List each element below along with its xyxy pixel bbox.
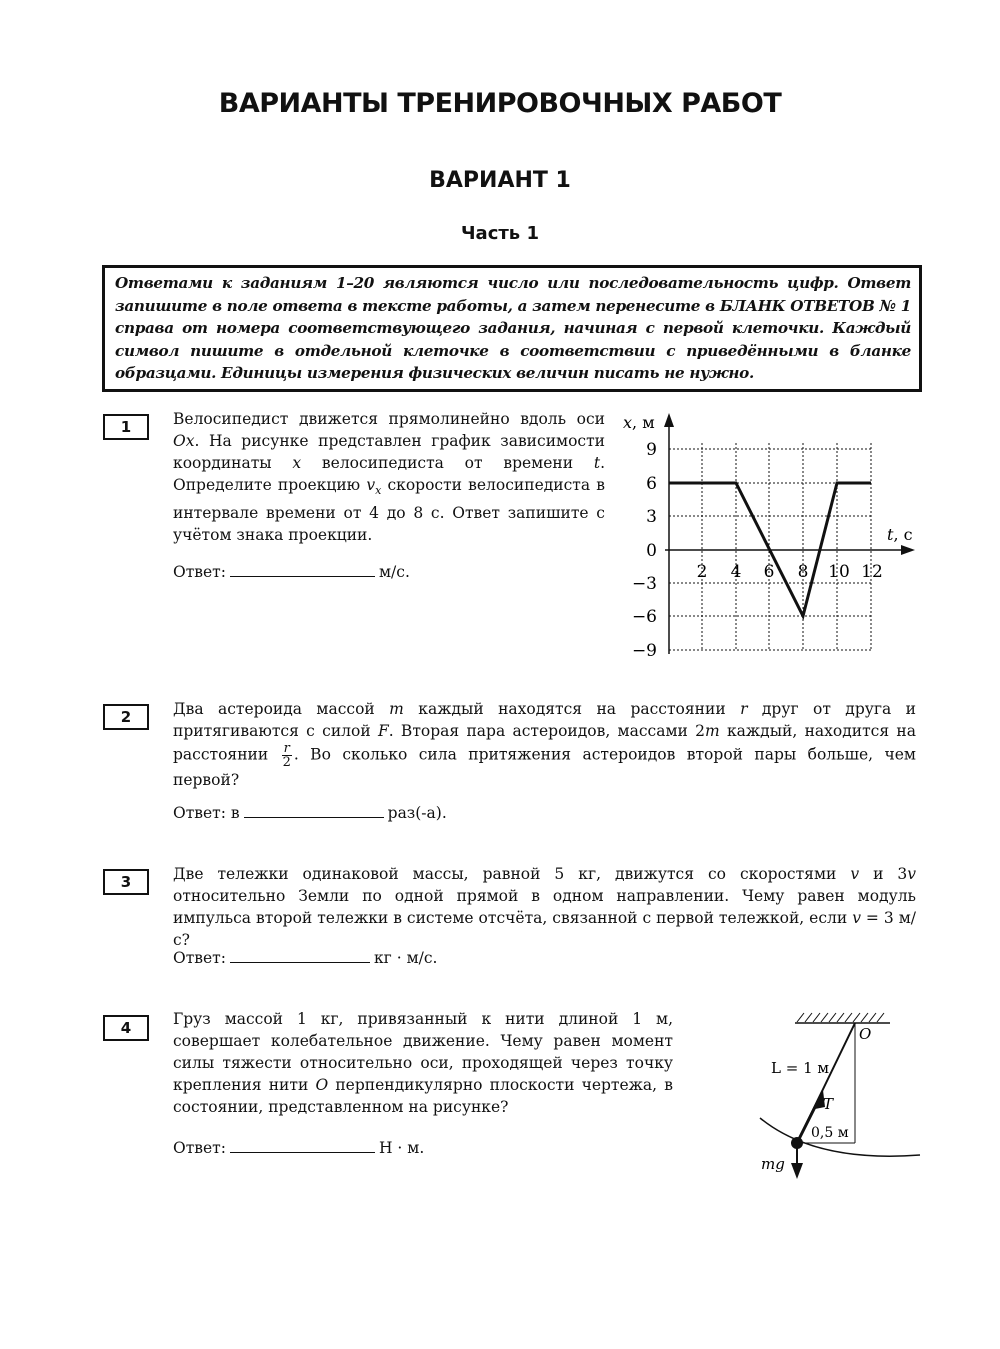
part-title: Часть 1 [461, 223, 539, 244]
svg-text:−9: −9 [631, 641, 657, 660]
chart-grid [669, 443, 871, 650]
answer-label: Ответ: [173, 949, 226, 967]
text-fragment: друг от друга и притягиваются с силой [173, 700, 916, 740]
svg-text:4: 4 [730, 562, 742, 582]
chart-axes [665, 422, 905, 654]
svg-text:0: 0 [646, 541, 657, 561]
text-fragment: . На рисунке представлен график зависимости координаты [173, 432, 605, 472]
question-4-answer [173, 1138, 424, 1157]
text-fragment: велосипедиста от времени [301, 454, 594, 472]
answer-unit: Н · м. [378, 1139, 425, 1157]
var-m: m [704, 722, 720, 740]
question-number-1: 1 [103, 414, 149, 440]
svg-text:−3: −3 [631, 574, 657, 594]
text-fragment: перпендикулярно плоскости чертежа, в состоянии, представленном на рисунке? [173, 1076, 673, 1116]
gravity-label: mg [761, 1155, 785, 1173]
text-fragment: относительно Земли по одной прямой в одном направлении. Чему равен модуль импульса второй тележки в системе отсчёта, связанной с первой тележкой, если [173, 887, 916, 927]
var-subscript-x: x [375, 484, 382, 498]
var-t: t [593, 454, 601, 472]
question-2-answer [173, 803, 447, 822]
pendulum-diagram [745, 1003, 930, 1183]
text-fragment: Велосипедист движется прямолинейно вдоль оси [173, 410, 605, 428]
instructions-box: Ответами к заданиям 1–20 являются число или последовательность цифр. Ответ запишите в поле ответа в тексте работы, а затем перенесите в БЛАНК ОТВЕТОВ № 1 справа от номера соответствующего задания, начиная с первой клеточки. Каждый символ пишите в отдельной клеточке в соответствии с приведёнными в бланке образцами. Единицы измерения физических величин писать не нужно. [102, 265, 922, 392]
fraction-r-over-2 [282, 742, 292, 769]
svg-text:12: 12 [861, 562, 883, 582]
y-tick-labels [632, 440, 657, 660]
var-ox: Ox [173, 432, 195, 450]
fraction-numerator: r [283, 741, 290, 756]
question-2-text [173, 698, 916, 791]
length-label: L = 1 м [771, 1059, 830, 1077]
offset-label: 0,5 м [811, 1125, 849, 1141]
text-fragment: каждый, находится на расстоянии [173, 722, 916, 764]
question-4-text [173, 1008, 673, 1118]
y-axis-label: x, м [623, 413, 655, 432]
answer-unit: раз(-а). [387, 804, 447, 822]
var-v: v [907, 865, 917, 883]
fraction-denominator: 2 [282, 755, 291, 770]
answer-label: Ответ: в [173, 804, 240, 822]
question-number-3: 3 [103, 869, 149, 895]
svg-text:2: 2 [696, 562, 708, 582]
answer-field-3[interactable] [230, 948, 370, 963]
text-fragment: . Во сколько сила притяжения астероидов второй пары больше, чем первой? [173, 745, 916, 789]
page-title: ВАРИАНТЫ ТРЕНИРОВОЧНЫХ РАБОТ [218, 88, 782, 119]
ceiling-hatch-icon [795, 1013, 890, 1023]
question-3-answer [173, 948, 437, 967]
svg-text:9: 9 [646, 440, 657, 460]
answer-field-2[interactable] [244, 803, 384, 818]
answer-unit: м/с. [378, 563, 410, 581]
text-fragment: . Вторая пара астероидов, массами 2 [388, 722, 705, 740]
question-1-text [173, 408, 605, 546]
question-1-answer [173, 562, 410, 581]
x-axis-label: t, с [887, 525, 913, 544]
pivot-label: O [859, 1025, 872, 1043]
text-fragment: и 3 [859, 865, 908, 883]
gravity-arrow-icon [791, 1163, 803, 1179]
text-fragment: = 3 м/с? [173, 909, 916, 949]
answer-field-4[interactable] [230, 1138, 375, 1153]
var-v: v [850, 865, 860, 883]
answer-field-1[interactable] [230, 562, 375, 577]
svg-text:3: 3 [646, 507, 657, 527]
question-number-2: 2 [103, 704, 149, 730]
var-v: v [852, 909, 861, 927]
text-fragment: Два астероида массой [173, 700, 390, 718]
text-fragment: Груз массой 1 кг, привязанный к нити длиной 1 м, совершает колебательное движение. Чему равен момент силы тяжести относительно оси, проходящей через точку крепления нити [173, 1010, 673, 1094]
var-m: m [389, 700, 404, 718]
question-3-text [173, 863, 916, 951]
answer-unit: кг · м/с. [373, 949, 438, 967]
svg-text:6: 6 [646, 474, 657, 494]
x-tick-labels [697, 562, 883, 582]
answer-label: Ответ: [173, 563, 226, 581]
text-fragment: . Определите проекцию [173, 454, 605, 494]
svg-text:8: 8 [797, 562, 809, 582]
text-fragment: скорости велосипедиста в интервале времени от 4 до 8 с. Ответ запишите с учётом знака проекции. [173, 476, 605, 545]
var-f: F [377, 722, 389, 740]
position-time-chart [615, 410, 925, 660]
var-x: x [292, 454, 302, 472]
svg-text:6: 6 [763, 562, 775, 582]
text-fragment: Две тележки одинаковой массы, равной 5 кг, движутся со скоростями [173, 865, 851, 883]
question-number-4: 4 [103, 1015, 149, 1041]
svg-text:−6: −6 [631, 607, 657, 627]
answer-label: Ответ: [173, 1139, 226, 1157]
var-v: v [366, 476, 376, 494]
tension-label: T [823, 1095, 834, 1113]
x-axis-arrow-icon [901, 545, 915, 555]
y-axis-arrow-icon [664, 413, 674, 427]
var-r: r [740, 700, 748, 718]
variant-title: ВАРИАНТ 1 [429, 168, 571, 193]
text-fragment: каждый находятся на расстоянии [403, 700, 741, 718]
svg-text:10: 10 [828, 562, 850, 582]
var-o: O [315, 1076, 329, 1094]
